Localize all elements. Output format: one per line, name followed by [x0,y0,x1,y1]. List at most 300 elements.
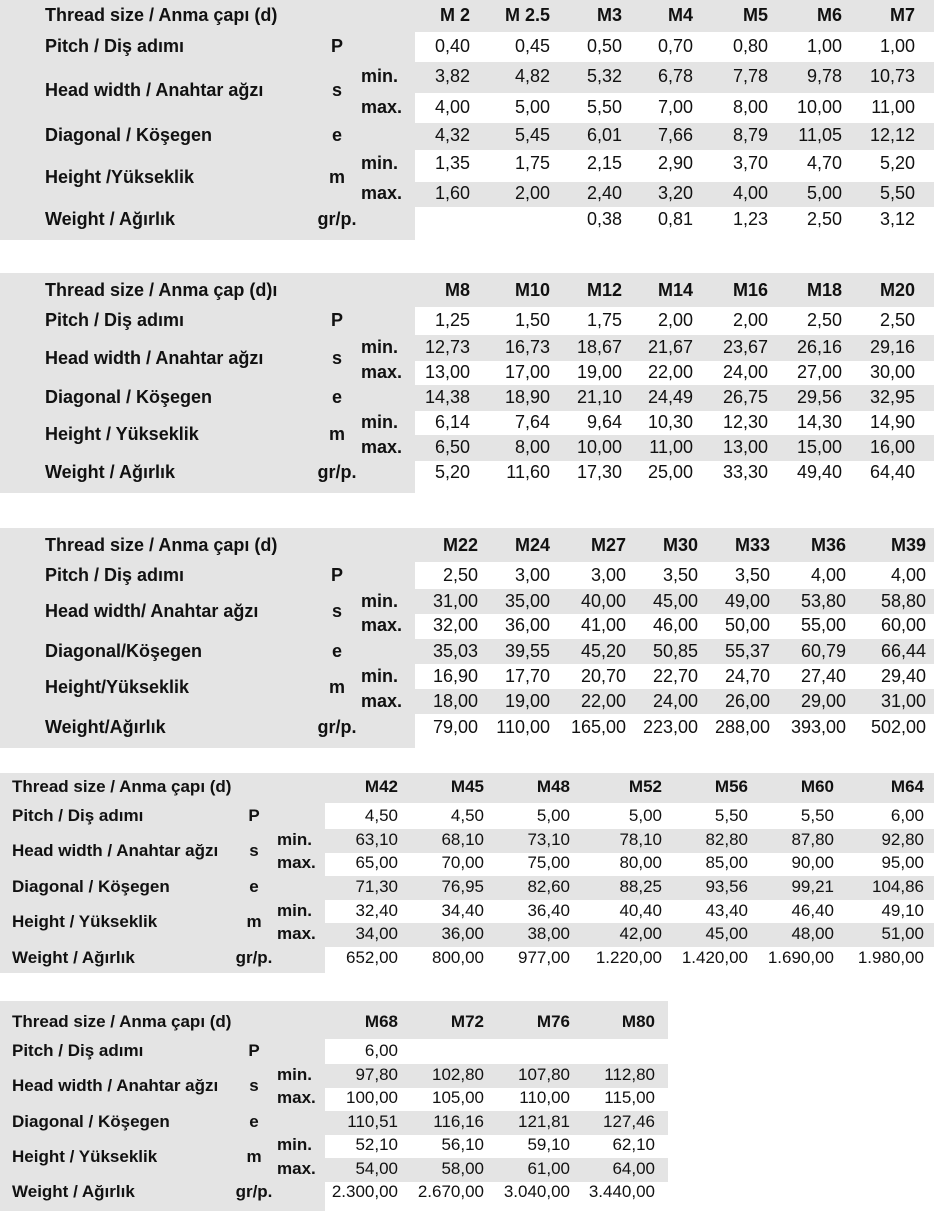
head-width-max-value: 8,00 [732,97,768,117]
weight-value: 1.690,00 [767,948,834,967]
header-label: Thread size / Anma çapı (d) [45,5,278,25]
weight-symbol: gr/p. [235,1182,273,1201]
pitch-value: 4,00 [890,565,926,585]
height-min-value: 4,70 [806,153,842,173]
size-header: M52 [628,777,662,796]
size-header: M68 [364,1012,398,1031]
height-max-value: 58,00 [441,1159,484,1178]
header-label: Thread size / Anma çapı (d) [12,777,232,796]
label-column-background [0,273,415,493]
size-header: M30 [662,535,698,555]
weight-value: 165,00 [570,717,626,737]
height-max-value: 5,50 [879,183,915,203]
weight-value: 3.040,00 [503,1182,570,1201]
head-width-max-value: 80,00 [619,853,662,872]
head-width-min-value: 45,00 [652,591,698,611]
dimension-table-3 [0,528,934,748]
head-width-symbol: s [249,841,259,860]
size-header: M56 [714,777,748,796]
height-min-label: min. [361,666,399,686]
head-width-min-value: 12,73 [424,337,470,357]
height-max-value: 18,00 [432,691,478,711]
pitch-value: 5,00 [628,806,662,825]
head-width-max-value: 10,00 [796,97,842,117]
weight-label: Weight / Ağırlık [12,948,135,967]
weight-value: 0,81 [657,209,693,229]
height-min-value: 34,40 [441,901,484,920]
head-width-min-value: 82,80 [705,830,748,849]
height-max-value: 34,00 [355,924,398,943]
weight-symbol: gr/p. [317,209,357,229]
label-column-background [0,528,415,748]
height-min-value: 20,70 [580,666,626,686]
head-width-min-value: 97,80 [355,1065,398,1084]
diagonal-value: 29,56 [796,387,842,407]
weight-symbol: gr/p. [317,717,357,737]
height-max-value: 38,00 [527,924,570,943]
size-header: M10 [514,280,550,300]
head-max-label: max. [361,362,403,382]
dimension-table-1 [0,0,934,240]
diagonal-value: 39,55 [504,641,550,661]
height-max-value: 29,00 [800,691,846,711]
dimension-table-5 [0,1001,934,1211]
pitch-value: 1,25 [434,310,470,330]
head-max-label: max. [277,853,316,872]
weight-value: 652,00 [346,948,398,967]
head-max-label: max. [277,1088,316,1107]
head-width-min-value: 21,67 [647,337,693,357]
size-header: M8 [444,280,470,300]
head-width-max-value: 27,00 [796,362,842,382]
head-width-min-value: 102,80 [432,1065,484,1084]
weight-value: 800,00 [432,948,484,967]
pitch-value: 2,50 [806,310,842,330]
head-width-max-value: 11,00 [871,97,915,117]
head-width-min-value: 3,82 [434,66,470,86]
head-width-min-value: 58,80 [880,591,926,611]
size-header: M22 [442,535,478,555]
head-width-max-value: 110,00 [519,1088,570,1107]
size-header: M45 [450,777,484,796]
weight-value: 1.220,00 [595,948,662,967]
head-width-min-value: 29,16 [869,337,915,357]
head-width-min-value: 40,00 [580,591,626,611]
head-width-max-value: 5,00 [514,97,550,117]
diagonal-value: 55,37 [724,641,770,661]
head-width-max-value: 46,00 [652,615,698,635]
weight-label: Weight / Ağırlık [45,462,176,482]
height-min-value: 1,75 [514,153,550,173]
height-max-value: 22,00 [580,691,626,711]
diagonal-value: 24,49 [647,387,693,407]
head-width-min-value: 10,73 [869,66,915,86]
size-header: M16 [732,280,768,300]
height-min-value: 2,15 [586,153,622,173]
head-width-min-value: 92,80 [881,830,924,849]
weight-value: 1.980,00 [857,948,924,967]
head-min-label: min. [277,830,312,849]
height-min-label: min. [277,1135,312,1154]
pitch-value: 0,50 [586,36,622,56]
height-label: Height/Yükseklik [45,677,190,697]
height-min-value: 5,20 [879,153,915,173]
head-width-min-value: 63,10 [355,830,398,849]
head-width-max-value: 55,00 [800,615,846,635]
weight-symbol: gr/p. [317,462,357,482]
head-width-min-value: 87,80 [791,830,834,849]
height-max-value: 15,00 [796,437,842,457]
height-min-label: min. [277,901,312,920]
head-min-label: min. [361,337,399,357]
diagonal-symbol: e [331,387,342,407]
pitch-value: 2,00 [732,310,768,330]
head-width-min-value: 4,82 [514,66,550,86]
diagonal-value: 35,03 [432,641,478,661]
weight-value: 49,40 [796,462,842,482]
diagonal-symbol: e [249,1112,259,1131]
weight-value: 2.300,00 [331,1182,398,1201]
pitch-label: Pitch / Diş adımı [12,806,144,825]
height-max-value: 48,00 [791,924,834,943]
weight-value: 977,00 [518,948,570,967]
diagonal-symbol: e [331,641,342,661]
diagonal-value: 8,79 [732,125,768,145]
height-symbol: m [328,424,345,444]
size-header: M3 [596,5,622,25]
height-min-value: 3,70 [732,153,768,173]
pitch-symbol: P [330,310,343,330]
head-width-max-value: 24,00 [722,362,768,382]
head-width-symbol: s [331,601,342,621]
height-max-value: 42,00 [619,924,662,943]
height-min-value: 49,10 [881,901,924,920]
size-header: M20 [879,280,915,300]
pitch-value: 3,50 [734,565,770,585]
diagonal-symbol: e [331,125,342,145]
diagonal-value: 5,45 [514,125,550,145]
height-symbol: m [246,1147,262,1166]
head-width-max-value: 13,00 [424,362,470,382]
weight-value: 3,12 [879,209,915,229]
height-max-value: 8,00 [514,437,550,457]
size-header: M18 [806,280,842,300]
weight-value: 2.670,00 [417,1182,484,1201]
diagonal-value: 93,56 [705,877,748,896]
dimension-table-4 [0,773,934,973]
pitch-label: Pitch / Diş adımı [12,1041,144,1060]
height-max-value: 6,50 [434,437,470,457]
head-width-min-value: 107,80 [518,1065,570,1084]
height-min-value: 6,14 [434,412,470,432]
height-max-value: 2,00 [514,183,550,203]
head-width-label: Head width / Anahtar ağzı [12,1076,219,1095]
diagonal-value: 121,81 [518,1112,570,1131]
size-header: M48 [536,777,570,796]
head-width-min-value: 112,80 [604,1065,655,1084]
size-header: M 2.5 [504,5,550,25]
pitch-value: 3,00 [590,565,626,585]
pitch-value: 1,50 [514,310,550,330]
height-label: Height / Yükseklik [12,1147,158,1166]
diagonal-value: 32,95 [869,387,915,407]
diagonal-value: 45,20 [580,641,626,661]
size-header: M12 [586,280,622,300]
pitch-symbol: P [330,565,343,585]
height-max-value: 1,60 [434,183,470,203]
height-min-value: 52,10 [355,1135,398,1154]
height-max-value: 26,00 [724,691,770,711]
height-max-label: max. [277,1159,316,1178]
pitch-value: 2,50 [442,565,478,585]
pitch-value: 6,00 [364,1041,398,1060]
height-min-value: 10,30 [647,412,693,432]
weight-value: 1,23 [732,209,768,229]
head-width-max-value: 22,00 [647,362,693,382]
height-min-value: 43,40 [705,901,748,920]
height-label: Height /Yükseklik [45,167,195,187]
height-max-value: 45,00 [705,924,748,943]
weight-value: 110,00 [496,717,550,737]
head-width-max-value: 75,00 [527,853,570,872]
pitch-label: Pitch / Diş adımı [45,310,185,330]
pitch-label: Pitch / Diş adımı [45,565,185,585]
height-max-value: 3,20 [657,183,693,203]
head-width-max-value: 115,00 [604,1088,655,1107]
pitch-value: 6,00 [890,806,924,825]
diagonal-value: 99,21 [791,877,834,896]
head-width-max-value: 17,00 [504,362,550,382]
size-header: M80 [621,1012,655,1031]
head-width-max-value: 90,00 [791,853,834,872]
head-width-min-value: 16,73 [504,337,550,357]
height-max-value: 31,00 [880,691,926,711]
pitch-symbol: P [248,806,260,825]
head-width-min-value: 26,16 [796,337,842,357]
height-min-value: 7,64 [514,412,550,432]
height-min-value: 29,40 [880,666,926,686]
diagonal-value: 12,12 [869,125,915,145]
pitch-value: 3,00 [514,565,550,585]
header-label: Thread size / Anma çap (d)ı [45,280,278,300]
diagonal-value: 104,86 [872,877,924,896]
head-width-max-value: 100,00 [346,1088,398,1107]
diagonal-value: 6,01 [586,125,622,145]
size-header: M5 [742,5,768,25]
head-width-max-value: 95,00 [881,853,924,872]
height-min-value: 27,40 [800,666,846,686]
size-header: M33 [734,535,770,555]
head-min-label: min. [277,1065,312,1084]
header-label: Thread size / Anma çapı (d) [12,1012,232,1031]
diagonal-value: 7,66 [657,125,693,145]
weight-value: 3.440,00 [588,1182,655,1201]
pitch-value: 3,50 [662,565,698,585]
head-width-min-value: 78,10 [619,830,662,849]
head-width-min-value: 49,00 [724,591,770,611]
height-min-value: 40,40 [619,901,662,920]
head-width-min-value: 5,32 [586,66,622,86]
weight-label: Weight/Ağırlık [45,717,166,737]
height-min-value: 22,70 [652,666,698,686]
size-header: M6 [816,5,842,25]
weight-value: 288,00 [714,717,770,737]
height-max-label: max. [361,691,403,711]
height-min-value: 24,70 [724,666,770,686]
head-width-max-value: 30,00 [869,362,915,382]
pitch-value: 0,45 [514,36,550,56]
diagonal-value: 127,46 [603,1112,655,1131]
size-header: M7 [889,5,915,25]
diagonal-label: Diagonal / Köşegen [45,125,213,145]
size-header: M76 [536,1012,570,1031]
head-width-max-value: 105,00 [432,1088,484,1107]
head-width-min-value: 35,00 [504,591,550,611]
head-width-label: Head width / Anahtar ağzı [12,841,219,860]
head-width-min-value: 73,10 [527,830,570,849]
height-symbol: m [328,167,345,187]
height-max-value: 54,00 [355,1159,398,1178]
height-min-value: 62,10 [612,1135,655,1154]
height-max-label: max. [361,437,403,457]
head-max-label: max. [361,615,403,635]
head-width-label: Head width / Anahtar ağzı [45,348,264,368]
head-min-label: min. [361,591,399,611]
pitch-value: 0,80 [732,36,768,56]
head-width-max-value: 60,00 [880,615,926,635]
weight-value: 1.420,00 [681,948,748,967]
pitch-value: 4,50 [364,806,398,825]
head-width-label: Head width/ Anahtar ağzı [45,601,259,621]
diagonal-label: Diagonal/Köşegen [45,641,203,661]
height-min-value: 9,64 [586,412,622,432]
diagonal-label: Diagonal / Köşegen [12,877,170,896]
size-header: M14 [657,280,693,300]
height-max-value: 24,00 [652,691,698,711]
height-min-value: 59,10 [527,1135,570,1154]
height-min-value: 2,90 [657,153,693,173]
diagonal-value: 71,30 [355,877,398,896]
pitch-value: 1,00 [879,36,915,56]
height-max-value: 61,00 [527,1159,570,1178]
weight-value: 17,30 [576,462,622,482]
dimension-table-2 [0,273,934,493]
height-min-value: 56,10 [441,1135,484,1154]
head-width-symbol: s [331,348,342,368]
pitch-value: 5,00 [536,806,570,825]
size-header: M 2 [439,5,470,25]
head-width-symbol: s [331,80,342,100]
height-min-label: min. [361,153,399,173]
pitch-symbol: P [330,36,343,56]
size-header: M42 [364,777,398,796]
head-width-min-value: 18,67 [576,337,622,357]
head-width-symbol: s [249,1076,259,1095]
height-label: Height / Yükseklik [45,424,199,444]
height-max-label: max. [361,183,403,203]
height-max-value: 16,00 [869,437,915,457]
head-width-max-value: 70,00 [441,853,484,872]
diagonal-label: Diagonal / Köşegen [45,387,213,407]
height-min-value: 14,30 [796,412,842,432]
height-symbol: m [246,912,262,931]
head-width-max-value: 4,00 [434,97,470,117]
height-min-value: 17,70 [504,666,550,686]
size-header: M60 [800,777,834,796]
height-max-value: 19,00 [504,691,550,711]
head-width-min-value: 68,10 [441,830,484,849]
height-label: Height / Yükseklik [12,912,158,931]
size-header: M39 [890,535,926,555]
weight-value: 11,60 [506,462,550,482]
head-width-min-value: 53,80 [800,591,846,611]
diagonal-value: 21,10 [576,387,622,407]
pitch-value: 5,50 [714,806,748,825]
pitch-value: 1,75 [586,310,622,330]
diagonal-value: 110,51 [347,1112,398,1131]
diagonal-value: 11,05 [798,125,842,145]
weight-value: 223,00 [642,717,698,737]
size-header: M24 [514,535,550,555]
pitch-value: 2,00 [657,310,693,330]
head-width-max-value: 32,00 [432,615,478,635]
height-min-value: 36,40 [527,901,570,920]
pitch-value: 2,50 [879,310,915,330]
weight-label: Weight / Ağırlık [45,209,176,229]
weight-value: 5,20 [434,462,470,482]
weight-value: 64,40 [869,462,915,482]
weight-value: 502,00 [870,717,926,737]
pitch-value: 4,50 [450,806,484,825]
head-width-max-value: 5,50 [586,97,622,117]
diagonal-value: 14,38 [424,387,470,407]
diagonal-value: 18,90 [504,387,550,407]
size-header: M64 [890,777,924,796]
head-width-label: Head width / Anahtar ağzı [45,80,264,100]
head-max-label: max. [361,97,403,117]
head-width-max-value: 65,00 [355,853,398,872]
height-min-label: min. [361,412,399,432]
height-max-value: 11,00 [649,437,693,457]
size-header: M72 [450,1012,484,1031]
height-max-value: 13,00 [722,437,768,457]
height-max-value: 4,00 [732,183,768,203]
head-width-max-value: 7,00 [657,97,693,117]
head-width-max-value: 41,00 [580,615,626,635]
pitch-value: 0,70 [657,36,693,56]
head-width-min-value: 9,78 [806,66,842,86]
head-width-max-value: 85,00 [705,853,748,872]
diagonal-value: 26,75 [722,387,768,407]
pitch-value: 1,00 [806,36,842,56]
weight-value: 79,00 [432,717,478,737]
head-width-min-value: 7,78 [732,66,768,86]
weight-value: 25,00 [647,462,693,482]
diagonal-value: 50,85 [652,641,698,661]
height-max-value: 36,00 [441,924,484,943]
diagonal-value: 66,44 [880,641,926,661]
height-min-value: 1,35 [434,153,470,173]
height-max-value: 51,00 [881,924,924,943]
height-max-value: 64,00 [612,1159,655,1178]
size-header: M27 [590,535,626,555]
pitch-symbol: P [248,1041,260,1060]
head-width-max-value: 50,00 [724,615,770,635]
diagonal-value: 4,32 [434,125,470,145]
pitch-value: 5,50 [800,806,834,825]
header-label: Thread size / Anma çapı (d) [45,535,278,555]
height-max-value: 2,40 [586,183,622,203]
